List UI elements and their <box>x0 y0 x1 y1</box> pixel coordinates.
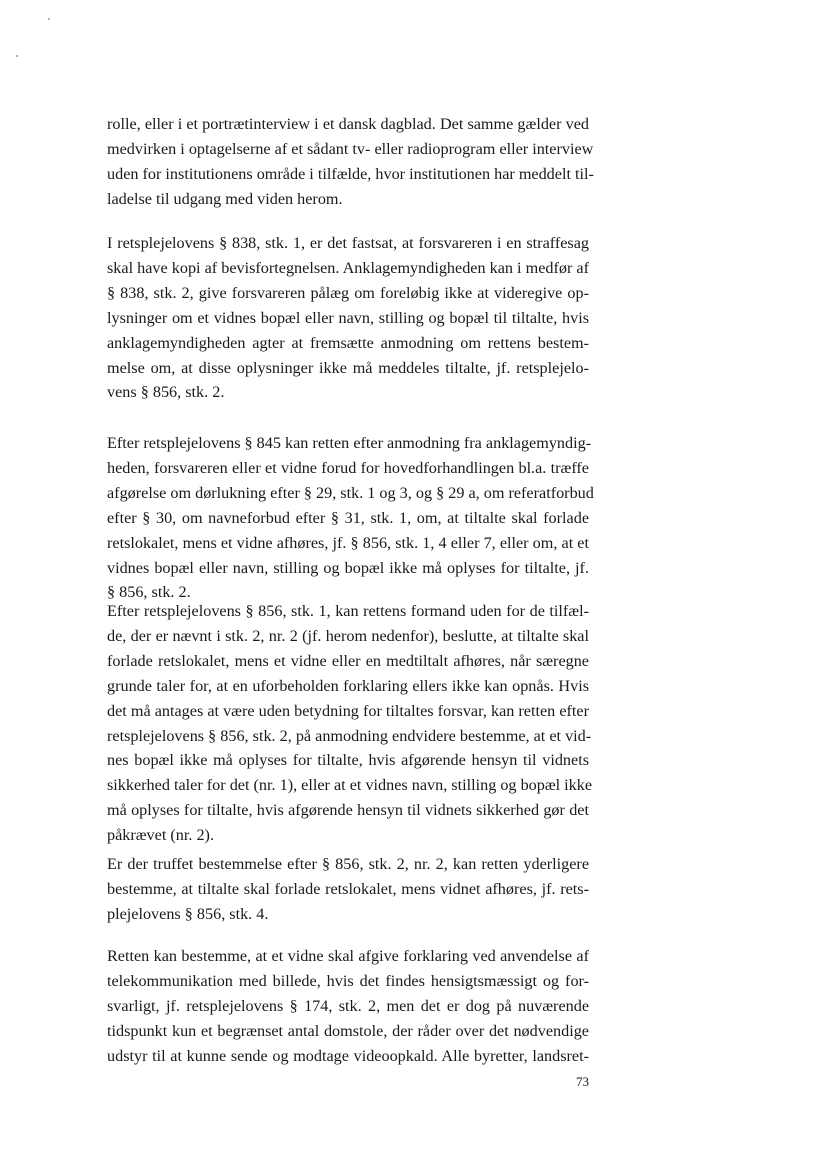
text-line: Efter retsplejelovens § 845 kan retten efter anmodning fra anklagemyndig- <box>107 434 592 452</box>
text-line: sikkerhed taler for det (nr. 1), eller at et vidnes navn, stilling og bopæl ikke <box>107 776 593 795</box>
text-line: plejelovens § 856, stk. 4. <box>107 904 269 923</box>
text-line: anklagemyndigheden agter at fremsætte anmodning om rettens bestem- <box>107 333 589 352</box>
text-line: lysninger om et vidnes bopæl eller navn, stilling og bopæl til tiltalte, hvis <box>107 308 589 327</box>
text-line: I retsplejelovens § 838, stk. 1, er det fastsat, at forsvareren i en straffesag <box>107 234 589 252</box>
paragraph <box>107 431 594 605</box>
text-line: § 838, stk. 2, give forsvareren pålæg om foreløbig ikke at videregive op- <box>107 283 589 302</box>
text-line: Er der truffet bestemmelse efter § 856, stk. 2, nr. 2, kan retten yderligere <box>107 855 589 873</box>
scan-speck <box>16 55 18 57</box>
paragraph <box>107 231 589 405</box>
text-line: § 856, stk. 2. <box>107 583 191 602</box>
text-line: svarligt, jf. retsplejelovens § 174, stk. 2, men det er dog på nuværende <box>107 996 589 1015</box>
page-number: 73 <box>576 1074 589 1089</box>
text-line: vidnes bopæl eller navn, stilling og bopæl ikke må oplyses for tiltalte, jf. <box>107 558 589 577</box>
paragraph <box>107 944 589 1069</box>
text-line: må oplyses for tiltalte, hvis afgørende hensyn til vidnets sikkerhed gør det <box>107 801 589 820</box>
text-line: telekommunikation med billede, hvis det findes hensigtsmæssigt og for- <box>107 971 589 990</box>
text-line: udstyr til at kunne sende og modtage videoopkald. Alle byretter, landsret- <box>107 1046 589 1065</box>
text-line: afgørelse om dørlukning efter § 29, stk. 1 og 3, og § 29 a, om referatforbud <box>107 483 594 502</box>
text-line: påkrævet (nr. 2). <box>107 826 214 845</box>
text-line: heden, forsvareren eller et vidne forud for hovedforhandlingen bl.a. træffe <box>107 458 589 477</box>
text-line: Retten kan bestemme, at et vidne skal afgive forklaring ved anvendelse af <box>107 947 589 965</box>
scan-speck <box>48 18 50 20</box>
text-line: retslokalet, mens et vidne afhøres, jf. § 856, stk. 1, 4 eller 7, eller om, at et <box>107 533 589 552</box>
paragraph <box>107 112 594 212</box>
text-line: de, der er nævnt i stk. 2, nr. 2 (jf. herom nedenfor), beslutte, at tiltalte skal <box>107 626 589 645</box>
text-line: ladelse til udgang med viden herom. <box>107 189 343 208</box>
text-line: rolle, eller i et portrætinterview i et dansk dagblad. Det samme gælder ved <box>107 115 589 133</box>
text-line: melse om, at disse oplysninger ikke må meddeles tiltalte, jf. retsplejelo- <box>107 358 589 377</box>
text-line: grunde taler for, at en uforbeholden forklaring ellers ikke kan opnås. Hvis <box>107 676 589 695</box>
paragraph <box>107 852 589 927</box>
text-line: vens § 856, stk. 2. <box>107 383 225 402</box>
text-line: efter § 30, om navneforbud efter § 31, stk. 1, om, at tiltalte skal forlade <box>107 508 589 527</box>
text-line: retsplejelovens § 856, stk. 2, på anmodning endvidere bestemme, at et vid- <box>107 726 592 745</box>
text-line: Efter retsplejelovens § 856, stk. 1, kan rettens formand uden for de tilfæl- <box>107 602 589 620</box>
text-line: forlade retslokalet, mens et vidne eller en medtiltalt afhøres, når særegne <box>107 651 589 670</box>
text-line: bestemme, at tiltalte skal forlade retslokalet, mens vidnet afhøres, jf. rets- <box>107 879 589 898</box>
text-line: nes bopæl ikke må oplyses for tiltalte, hvis afgørende hensyn til vidnets <box>107 751 589 770</box>
text-line: uden for institutionens område i tilfælde, hvor institutionen har meddelt til- <box>107 164 594 183</box>
paragraph <box>107 599 593 848</box>
text-line: skal have kopi af bevisfortegnelsen. Anklagemyndigheden kan i medfør af <box>107 258 589 277</box>
text-line: tidspunkt kun et begrænset antal domstole, der råder over det nødvendige <box>107 1021 589 1040</box>
text-line: medvirken i optagelserne af et sådant tv- eller radioprogram eller interview <box>107 139 594 158</box>
text-line: det må antages at være uden betydning for tiltaltes forsvar, kan retten efter <box>107 701 589 720</box>
